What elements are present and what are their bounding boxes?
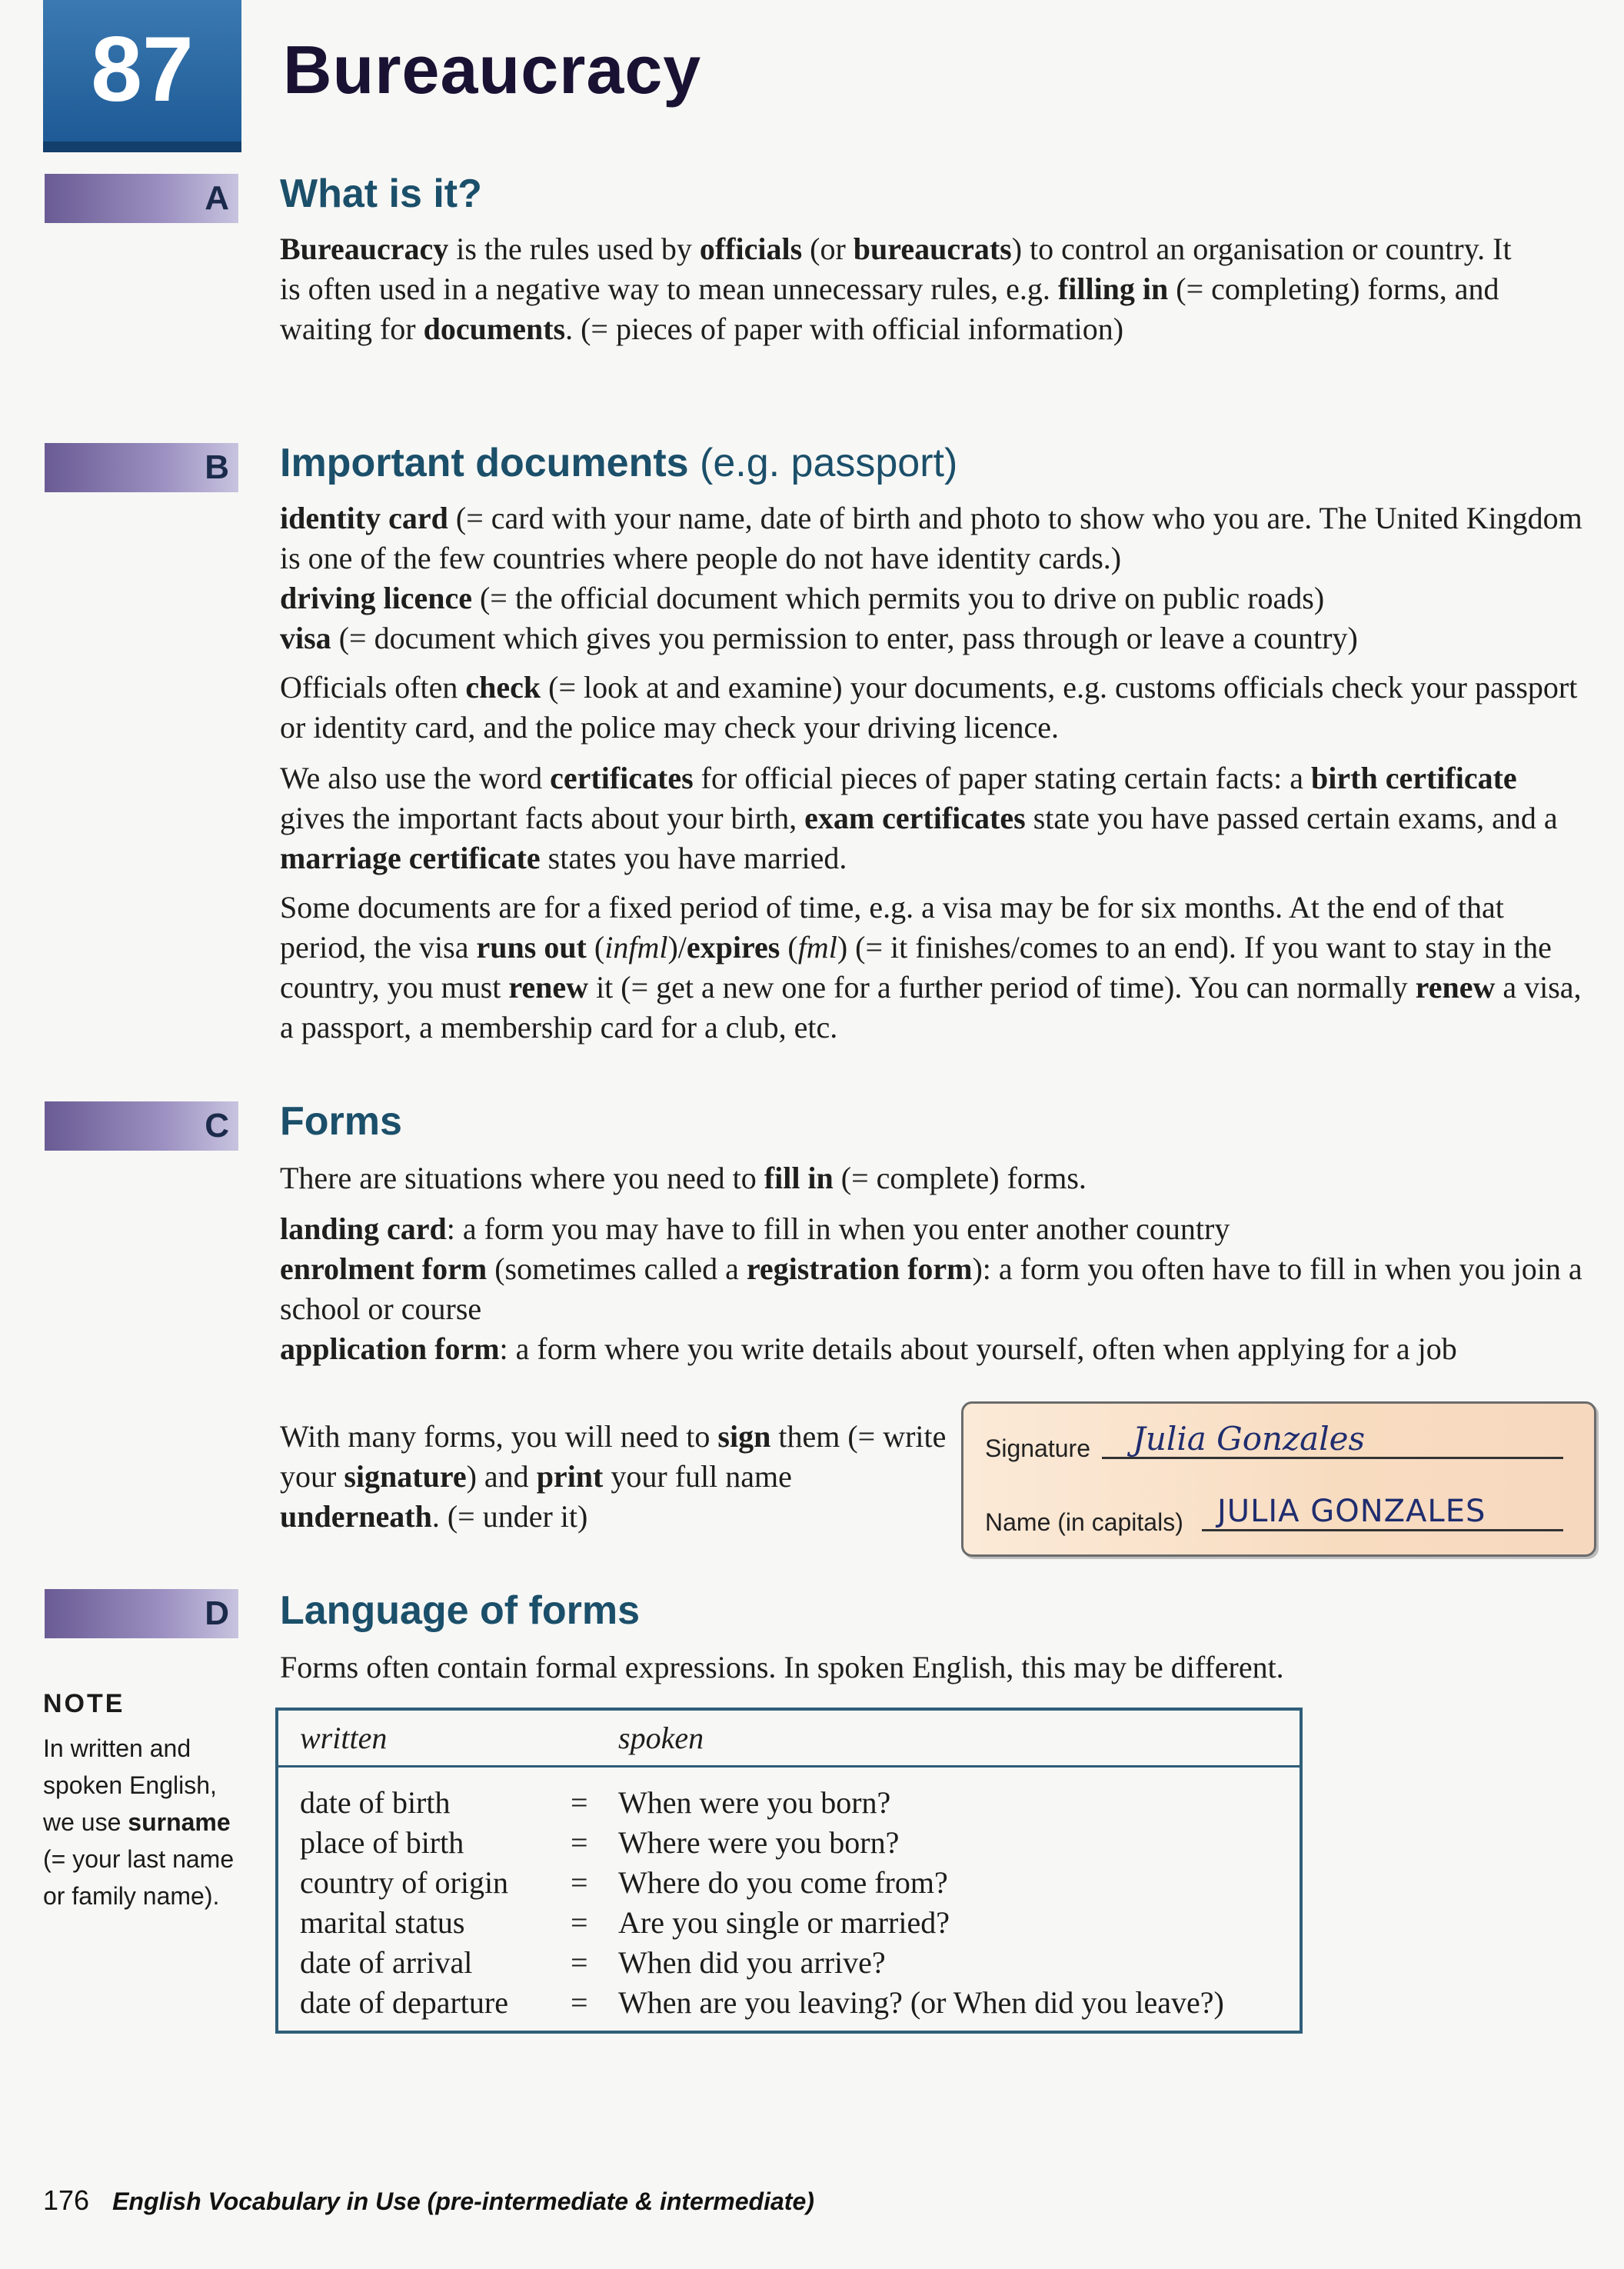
text-run: ) (= it finishes/comes to an end). If you want to stay in the country, you must bbox=[280, 930, 1552, 1005]
text-run: them (= write your bbox=[280, 1419, 947, 1494]
text-run: ( bbox=[780, 930, 798, 965]
text-run: gives the important facts about your birth, bbox=[280, 801, 805, 835]
text-run: . (= under it) bbox=[431, 1499, 588, 1534]
bold-term: birth certificate bbox=[1311, 761, 1517, 795]
bold-term: check bbox=[465, 670, 541, 705]
section-c-heading: Forms bbox=[280, 1099, 402, 1144]
bold-term: fill in bbox=[764, 1161, 834, 1195]
text-run: : a form where you write details about yourself, often when applying for a job bbox=[499, 1331, 1457, 1366]
bold-term: signature bbox=[344, 1459, 467, 1494]
italic-term: fml bbox=[797, 930, 837, 965]
bold-term: Bureaucracy bbox=[280, 232, 449, 266]
bold-term: registration form bbox=[746, 1251, 973, 1286]
cell-spoken: When were you born? bbox=[618, 1785, 891, 1820]
section-c-letter: C bbox=[205, 1107, 229, 1144]
section-b-heading bbox=[280, 440, 957, 486]
name-value: JULIA GONZALES bbox=[1202, 1491, 1563, 1531]
text-run: (= look at and examine) your documents, e.g. customs officials check your passport or identity card, and the police may check your driving licence. bbox=[280, 670, 1578, 745]
section-c-paragraph-1 bbox=[280, 1158, 1587, 1198]
section-b-paragraph-3 bbox=[280, 758, 1587, 878]
table-row bbox=[278, 1823, 1300, 1863]
page-number: 176 bbox=[43, 2184, 90, 2216]
section-b-paragraph-2 bbox=[280, 668, 1587, 748]
cell-spoken: When are you leaving? (or When did you leave?) bbox=[618, 1985, 1224, 2020]
cell-spoken: Are you single or married? bbox=[618, 1905, 950, 1940]
unit-number: 87 bbox=[91, 18, 194, 121]
signature-value: Julia Gonzales bbox=[1102, 1419, 1563, 1459]
forms-table bbox=[275, 1708, 1303, 2034]
bold-term: expires bbox=[686, 930, 780, 965]
column-header-spoken: spoken bbox=[618, 1721, 704, 1755]
section-c-bar bbox=[45, 1101, 238, 1151]
text-run: it (= get a new one for a further period of time). You can normally bbox=[588, 970, 1416, 1005]
bold-term: landing card bbox=[280, 1211, 447, 1246]
table-row bbox=[278, 1903, 1300, 1943]
bold-term: renew bbox=[1415, 970, 1496, 1005]
cell-equals: = bbox=[571, 1985, 588, 2020]
text-run: ) and bbox=[466, 1459, 537, 1494]
text-run: ( bbox=[586, 930, 605, 965]
text-run: ): a form you often have to fill in when you join a school or course bbox=[280, 1251, 1582, 1326]
bold-term: filling in bbox=[1057, 272, 1169, 306]
bold-term: renew bbox=[508, 970, 589, 1005]
cell-written: date of departure bbox=[300, 1985, 508, 2020]
table-row bbox=[278, 1783, 1300, 1823]
text-run: (sometimes called a bbox=[487, 1251, 747, 1286]
text-run: : a form you may have to fill in when you enter another country bbox=[446, 1211, 1230, 1246]
text-run: (= document which gives you permission to enter, pass through or leave a country) bbox=[331, 621, 1358, 655]
section-d-letter: D bbox=[205, 1594, 229, 1632]
note-box bbox=[43, 1689, 243, 1914]
section-a-text bbox=[280, 229, 1526, 349]
bold-term: documents bbox=[423, 312, 566, 346]
cell-equals: = bbox=[571, 1785, 588, 1820]
note-title: NOTE bbox=[43, 1689, 125, 1718]
section-d-bar bbox=[45, 1589, 238, 1638]
cell-spoken: Where were you born? bbox=[618, 1825, 900, 1860]
column-header-written: written bbox=[300, 1721, 388, 1755]
text-run: your full name bbox=[603, 1459, 792, 1494]
text-run: With many forms, you will need to bbox=[280, 1419, 718, 1454]
section-d-heading: Language of forms bbox=[280, 1588, 641, 1633]
bold-term: runs out bbox=[476, 930, 587, 965]
table-row bbox=[278, 1863, 1300, 1903]
bold-term: print bbox=[536, 1459, 604, 1494]
section-c-sign-paragraph bbox=[280, 1417, 949, 1537]
cell-equals: = bbox=[571, 1825, 588, 1860]
text-run: states you have married. bbox=[540, 841, 847, 875]
section-a-letter: A bbox=[205, 179, 229, 217]
bold-term: certificates bbox=[550, 761, 694, 795]
cell-written: place of birth bbox=[300, 1825, 464, 1860]
text-run: Some documents are for a fixed period of time, e.g. a visa may be for six months. At the end of that period, the visa bbox=[280, 890, 1504, 965]
cell-written: date of arrival bbox=[300, 1945, 473, 1980]
text-run: (= completing) forms, and waiting for bbox=[280, 272, 1499, 346]
bold-term: application form bbox=[280, 1331, 500, 1366]
text-run: (or bbox=[802, 232, 854, 266]
bold-term: exam certificates bbox=[804, 801, 1026, 835]
section-a-heading: What is it? bbox=[280, 172, 482, 216]
bold-term: surname bbox=[128, 1808, 231, 1836]
signature-label: Signature bbox=[985, 1434, 1090, 1462]
section-d-intro: Forms often contain formal expressions. In spoken English, this may be different. bbox=[280, 1650, 1284, 1684]
text-run: Officials often bbox=[280, 670, 466, 705]
text-run: . (= pieces of paper with official information) bbox=[565, 312, 1124, 346]
text-run: (= complete) forms. bbox=[833, 1161, 1087, 1195]
cell-equals: = bbox=[571, 1865, 588, 1900]
text-run: a visa, a passport, a membership card for a club, etc. bbox=[280, 970, 1582, 1045]
note-body bbox=[43, 1730, 243, 1914]
bold-term: bureaucrats bbox=[853, 232, 1012, 266]
text-run: state you have passed certain exams, and a bbox=[1025, 801, 1558, 835]
bold-term: visa bbox=[280, 621, 331, 655]
bold-term: identity card bbox=[280, 501, 448, 535]
name-label: Name (in capitals) bbox=[985, 1508, 1183, 1536]
bold-term: underneath bbox=[280, 1499, 432, 1534]
text-run: is the rules used by bbox=[448, 232, 700, 266]
text-run: We also use the word bbox=[280, 761, 551, 795]
cell-spoken: When did you arrive? bbox=[618, 1945, 886, 1980]
cell-written: marital status bbox=[300, 1905, 465, 1940]
bold-term: driving licence bbox=[280, 581, 472, 615]
text-run: )/ bbox=[667, 930, 687, 965]
text-run: (= your last name or family name). bbox=[43, 1845, 235, 1910]
text-run: In written and spoken English, we use bbox=[43, 1734, 217, 1836]
section-c-paragraph-2 bbox=[280, 1209, 1587, 1369]
cell-equals: = bbox=[571, 1945, 588, 1980]
text-run: (= card with your name, date of birth and photo to show who you are. The United Kingdom is one of the few countries where people do not have identity cards.) bbox=[280, 501, 1582, 575]
section-b-paragraph-4 bbox=[280, 888, 1587, 1048]
section-b-paragraph-1 bbox=[280, 498, 1587, 658]
text-run: There are situations where you need to bbox=[280, 1161, 764, 1195]
italic-term: infml bbox=[604, 930, 668, 965]
bold-term: sign bbox=[717, 1419, 771, 1454]
table-row bbox=[278, 1983, 1300, 2023]
text-run: (= the official document which permits you to drive on public roads) bbox=[471, 581, 1325, 615]
bold-term: enrolment form bbox=[280, 1251, 488, 1286]
section-b-bar bbox=[45, 443, 238, 492]
cell-written: date of birth bbox=[300, 1785, 451, 1820]
bold-term: officials bbox=[699, 232, 803, 266]
section-b-heading-sub: (e.g. passport) bbox=[688, 441, 958, 485]
cell-spoken: Where do you come from? bbox=[618, 1865, 948, 1900]
bold-term: marriage certificate bbox=[280, 841, 541, 875]
section-a-bar bbox=[45, 174, 238, 223]
table-header bbox=[278, 1711, 1300, 1768]
table-row bbox=[278, 1943, 1300, 1983]
text-run: ) to control an organisation or country. It is often used in a negative way to mean unnecessary rules, e.g. bbox=[280, 232, 1512, 306]
text-run: for official pieces of paper stating certain facts: a bbox=[693, 761, 1312, 795]
signature-card bbox=[961, 1401, 1596, 1557]
unit-number-box bbox=[43, 0, 241, 152]
page-footer bbox=[43, 2184, 814, 2217]
cell-written: country of origin bbox=[300, 1865, 509, 1900]
section-b-letter: B bbox=[205, 448, 229, 486]
page-title: Bureaucracy bbox=[283, 32, 702, 108]
book-title: English Vocabulary in Use (pre-intermediate & intermediate) bbox=[112, 2187, 814, 2215]
section-b-heading-main: Important documents bbox=[280, 441, 689, 485]
cell-equals: = bbox=[571, 1905, 588, 1940]
